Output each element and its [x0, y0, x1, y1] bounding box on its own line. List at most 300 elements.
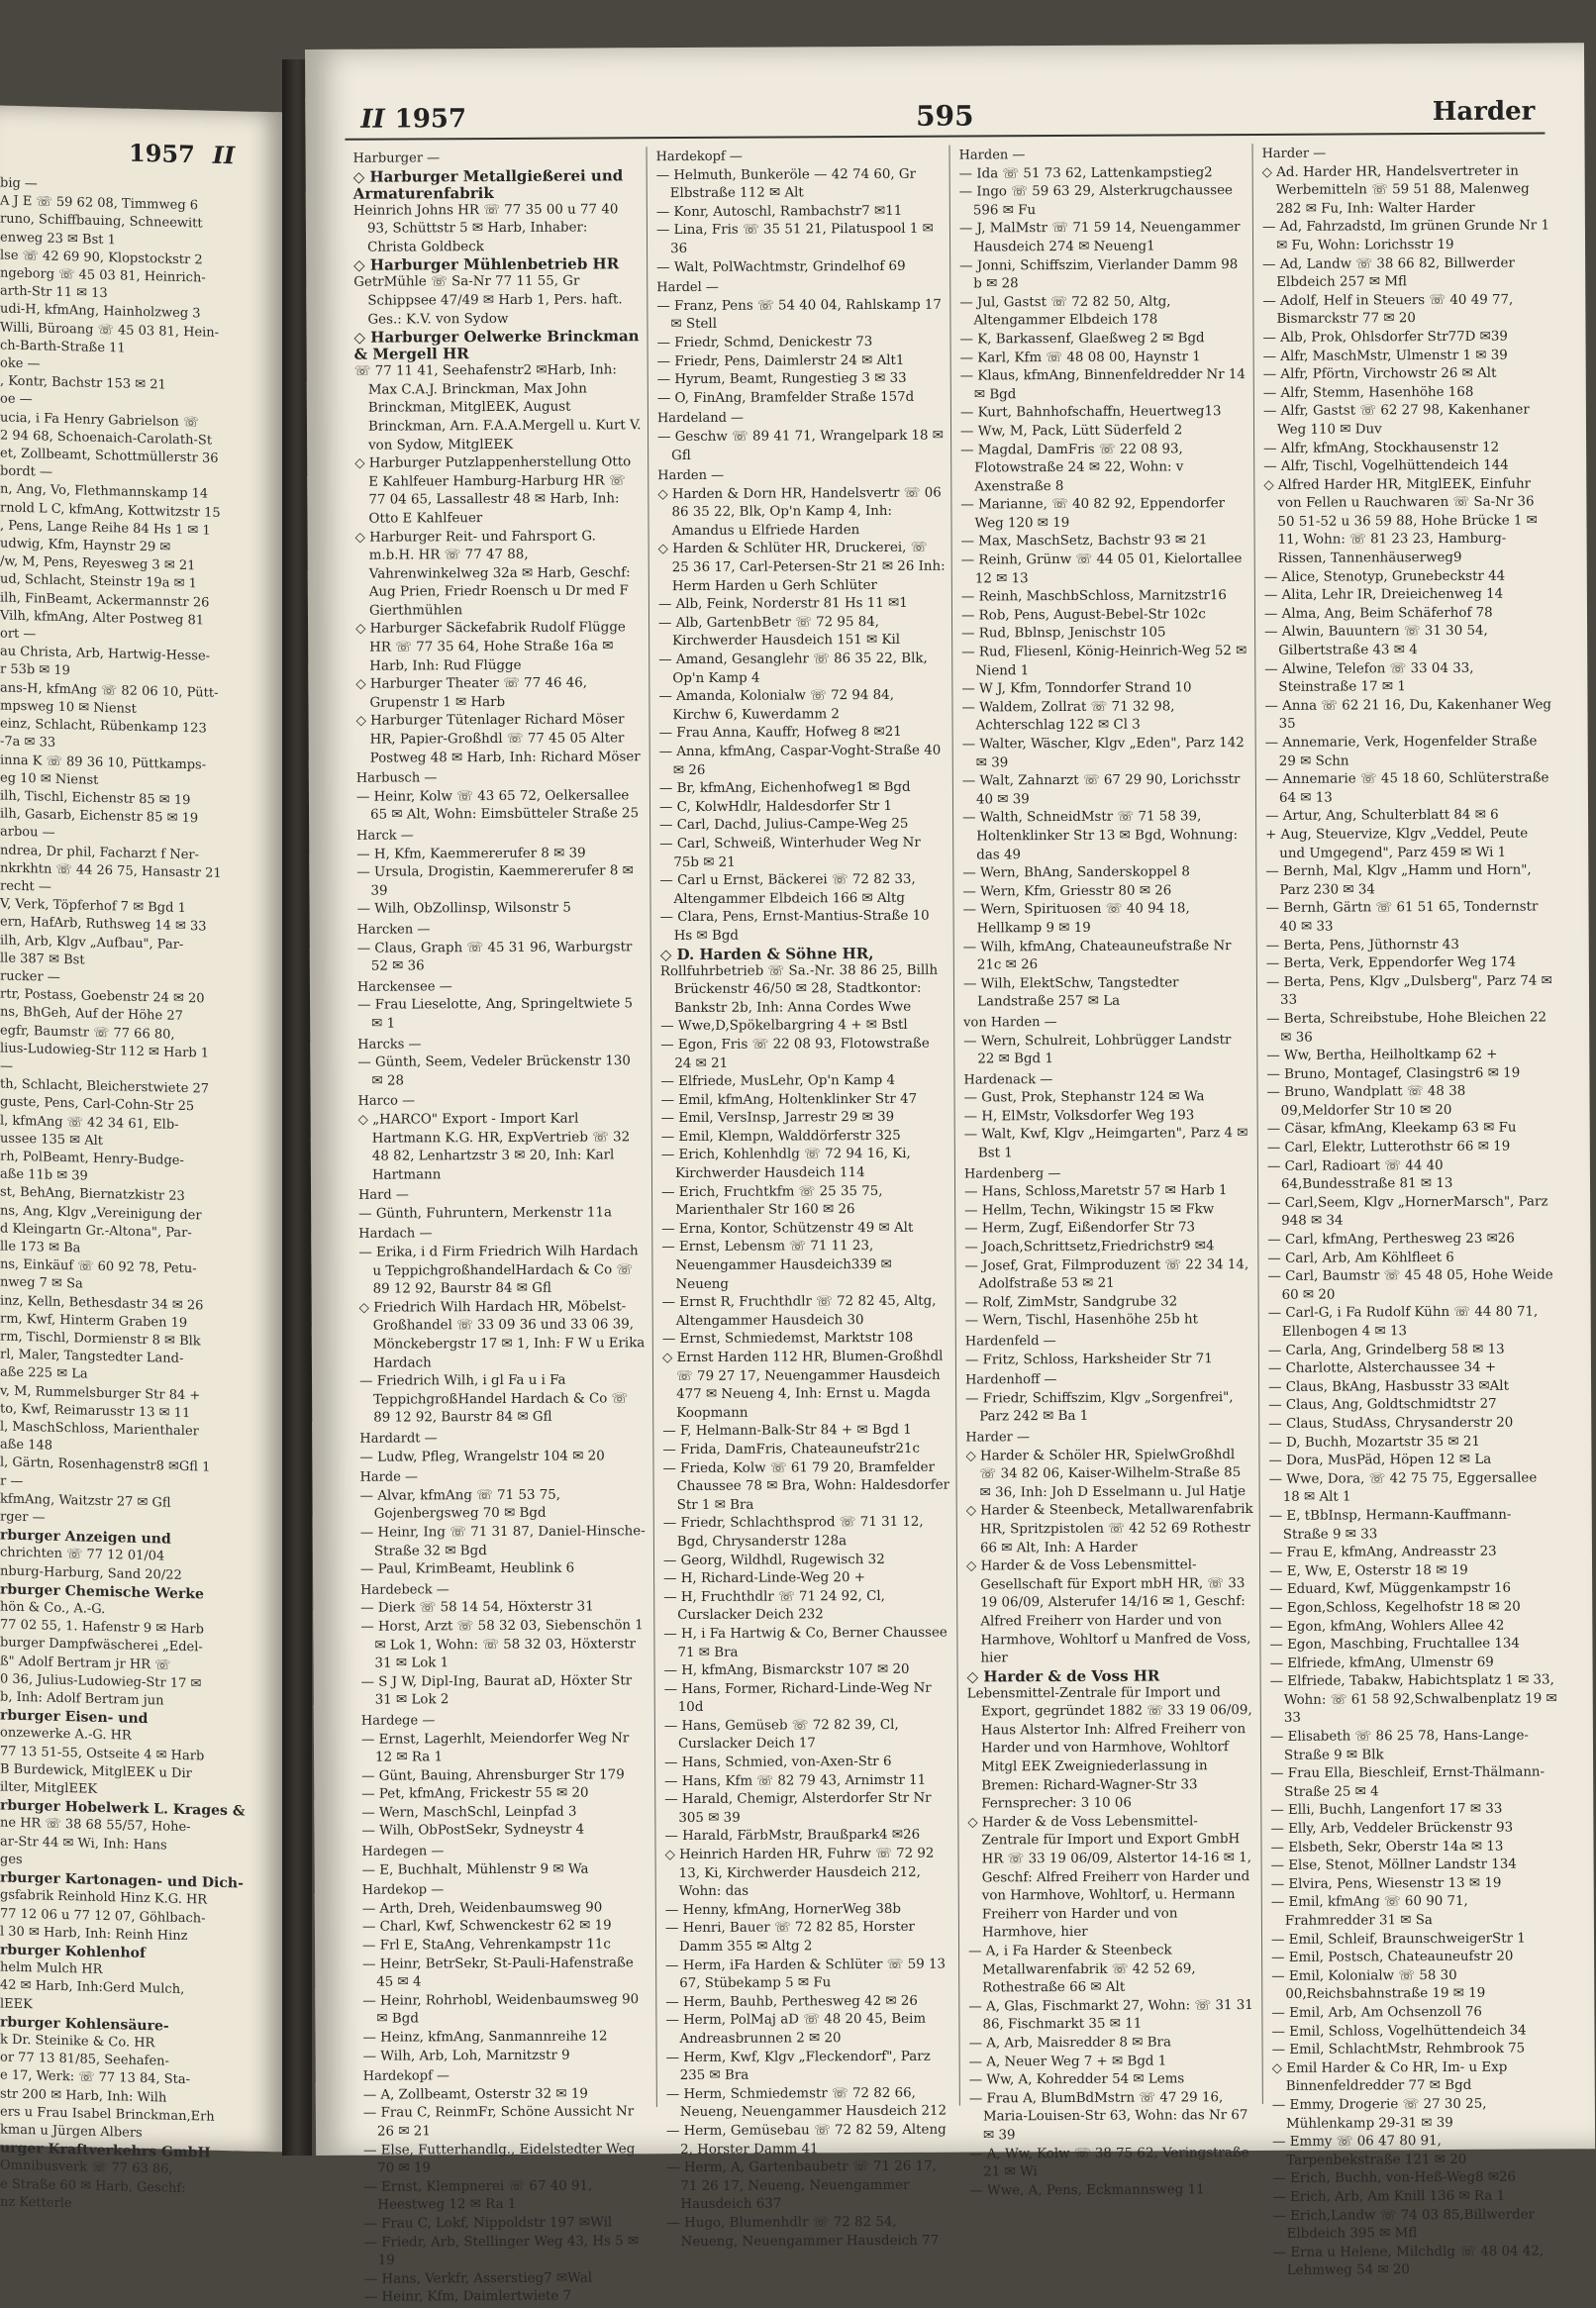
left-entry-fragment: lle 387 ✉ Bst — [0, 951, 85, 968]
directory-entry: — Amanda, Kolonialw ☏ 72 94 84, Kirchw 6, Kuwerdamm 2 — [658, 688, 894, 723]
directory-entry: — Wern, Spirituosen ☏ 40 94 18, Hellkamp 9 ✉ 19 — [962, 901, 1190, 937]
directory-entry: — Bruno, Wandplatt ☏ 48 38 09,Meldorfer Str 10 ✉ 20 — [1266, 1084, 1466, 1119]
directory-entry: — Erich, Arb, Am Knill 136 ✉ Ra 1 — [1272, 2188, 1506, 2205]
directory-entry: — Herm, Gemüsebau ☏ 72 82 59, Alteng 2, Horster Damm 41 — [665, 2122, 947, 2157]
left-entry-fragment: b, Inh: Adolf Bertram jun — [0, 1689, 164, 1709]
directory-entry: — Ernst R, Fruchthdlr ☏ 72 82 45, Altg, Altengammer Hausdeich 30 — [661, 1293, 937, 1329]
left-entry-fragment: V, Verk, Töpferhof 7 ✉ Bgd 1 — [0, 896, 186, 917]
directory-entry: — Frau Anna, Kauffr, Hofweg 8 ✉21 — [658, 725, 902, 742]
directory-entry: — Pet, kfmAng, Frickestr 55 ✉ 20 — [361, 1785, 589, 1803]
left-entry-fragment: rburger Anzeigen und — [0, 1527, 171, 1548]
left-entry-fragment: r 53b ✉ 19 — [0, 661, 70, 679]
directory-entry: — Harald, Chemigr, Alsterdorfer Str Nr 305 ✉ 39 — [664, 1790, 932, 1826]
directory-entry: — Walt, Kwf, Klgv „Heimgarten", Parz 4 ✉ Bst 1 — [963, 1126, 1248, 1161]
directory-entry: — Walth, SchneidMstr ☏ 71 58 39, Holtenklinker Str 13 ✉ Bgd, Wohnung: das 49 — [962, 809, 1239, 863]
directory-entry: — Carl,Seem, Klgv „HornerMarsch", Parz 948 ✉ 34 — [1267, 1194, 1548, 1230]
directory-entry: — Alita, Lehr IR, Dreieichenweg 14 — [1263, 586, 1504, 604]
left-entry-fragment: rtr, Postass, Goebenstr 24 ✉ 20 — [0, 986, 205, 1007]
surname-heading: Hardeland — — [656, 410, 745, 427]
left-entry-fragment: recht — — [0, 878, 51, 895]
directory-entry: ◇ Harder & de Voss Lebensmittel-Zentrale für Import und Export GmbH HR ☏ 33 19 06/09, Alstertor 14-16 ✉ 1, Geschf: Alfred Freiherr von Harder und von Harmhove, Wohltorf, u. Hermann Freiherr von Harder und von Harmhove, hier — [967, 1814, 1252, 1941]
directory-entry: — Wilh, ObZollinsp, Wilsonstr 5 — [356, 900, 571, 918]
directory-entry: — Erich, Kohlenhdlg ☏ 72 94 16, Ki, Kirchwerder Hausdeich 114 — [660, 1147, 911, 1182]
directory-entry: — Elisabeth ☏ 86 25 78, Hans-Lange-Straße 9 ✉ Blk — [1269, 1728, 1529, 1763]
left-entry-fragment: rburger Eisen- und — [0, 1707, 149, 1728]
directory-entry: — Hans, Former, Richard-Linde-Weg Nr 10d — [663, 1680, 932, 1716]
left-entry-fragment: ngeborg ☏ 45 03 81, Heinrich- — [0, 265, 206, 286]
directory-entry: — Alma, Ang, Beim Schäferhof 78 — [1263, 605, 1493, 622]
left-entry-fragment: oe — — [0, 391, 33, 408]
directory-entry: — Joach,Schrittsetz,Friedrichstr9 ✉4 — [964, 1239, 1215, 1255]
directory-entry: — Elfriede, kfmAng, Ulmenstr 69 — [1269, 1655, 1494, 1671]
directory-entry: — Alwin, Bauuntern ☏ 31 30 54, Gilbertstraße 43 ✉ 4 — [1264, 624, 1488, 658]
directory-entry: — Erich, Buchh, von-Heß-Weg8 ✉26 — [1272, 2169, 1517, 2187]
directory-entry: — Wilh, Arb, Loh, Marnitzstr 9 — [362, 2048, 570, 2064]
directory-entry: ◇ Alfred Harder HR, MitglEEK, Einfuhr von Fellen u Rauchwaren ☏ Sa-Nr 36 50 51-52 u 36 59 88, Hohe Brücke 1 ✉ 11, Wohn: ☏ 81 23 23, Hamburg-Rissen, Tannenhäuserweg9 — [1263, 476, 1538, 566]
left-entry-fragment: ussee 135 ✉ Alt — [0, 1131, 103, 1149]
directory-entry: — Josef, Grat, Filmproduzent ☏ 22 34 14, Adolfstraße 53 ✉ 21 — [964, 1256, 1249, 1292]
directory-entry: ◇ „HARCO" Export - Import Karl Hartmann K.G. HR, ExpVertrieb ☏ 32 48 82, Lenhartzstr 3 ✉ 20, Inh: Karl Hartmann — [357, 1111, 631, 1183]
directory-entry: — Hans, Schmied, von-Axen-Str 6 — [664, 1754, 892, 1771]
column-2 — [655, 146, 953, 2250]
left-entry-fragment: to, Kwf, Reimarusstr 13 ✉ 11 — [0, 1401, 191, 1421]
directory-entry: — H, Fruchthdlr ☏ 71 24 92, Cl, Curslacker Deich 232 — [663, 1588, 885, 1624]
column-4 — [1261, 142, 1559, 2279]
left-entry-fragment: rl, Maler, Tangstedter Land- — [0, 1347, 184, 1367]
directory-entry: — Alwine, Telefon ☏ 33 04 33, Steinstraße 17 ✉ 1 — [1264, 660, 1474, 696]
directory-entry: — Annemarie, Verk, Hogenfelder Straße 29 ✉ Schn — [1264, 734, 1538, 769]
directory-entry: Lebensmittel-Zentrale für Import und Export, gegründet 1882 ☏ 33 19 06/09, Haus Alstertor Inh: Alfred Freiherr von Harder und von Harmhove, Wohltorf Mitgl EEK Zweigniederlassung in Bremen: Richard-Wagner-Str 33 Fernsprecher: 3 10 06 — [966, 1684, 1252, 1812]
directory-entry: — Magdal, DamFris ☏ 22 08 93, Flotowstraße 24 ✉ 22, Wohn: v Axenstraße 8 — [960, 441, 1184, 495]
left-entry-fragment: rger — — [0, 1509, 46, 1526]
left-entry-fragment: ns, Einkäuf ☏ 60 92 78, Petu- — [0, 1256, 197, 1277]
directory-entry: — Herm, Schmiedemstr ☏ 72 82 66, Neueng, Neuengammer Hausdeich 212 — [665, 2085, 948, 2121]
left-entry-fragment: ud, Schlacht, Steinstr 19a ✉ 1 — [0, 571, 197, 592]
directory-entry: — W J, Kfm, Tonndorfer Strand 10 — [961, 680, 1192, 697]
directory-entry: — Heinr, BetrSekr, St-Pauli-Hafenstraße 45 ✉ 4 — [362, 1955, 634, 1990]
left-entry-fragment: /w, M, Pens, Reyesweg 3 ✉ 21 — [0, 553, 196, 574]
left-entry-fragment: aße 148 — [0, 1437, 53, 1454]
directory-entry: — Gust, Prok, Stephanstr 124 ✉ Wa — [963, 1089, 1205, 1106]
right-page — [305, 43, 1595, 2306]
directory-entry: — Emil, Schloss, Vogelhüttendeich 34 — [1271, 2023, 1527, 2040]
directory-entry: — Ad, Fahrzadstd, Im grünen Grunde Nr 1 ✉ Fu, Wohn: Lorichsstr 19 — [1261, 218, 1550, 253]
left-page-entries — [0, 174, 262, 2217]
surname-heading: Hardege — — [360, 1713, 436, 1729]
left-entry-fragment: st, BehAng, Biernatzkistr 23 — [0, 1184, 185, 1205]
left-entry-fragment: -7a ✉ 33 — [0, 734, 56, 752]
directory-entry: — Frau Ella, Bieschleif, Ernst-Thälmann-Straße 25 ✉ 4 — [1270, 1764, 1546, 1800]
directory-entry: — Elli, Buchh, Langenfort 17 ✉ 33 — [1270, 1802, 1503, 1819]
directory-entry: — A, Glas, Fischmarkt 27, Wohn: ☏ 31 31 86, Fischmarkt 35 ✉ 11 — [968, 1997, 1253, 2033]
surname-heading: Harckensee — — [356, 978, 452, 995]
directory-entry: — Emil, Kolonialw ☏ 58 30 00,Reichsbahnstraße 19 ✉ 19 — [1271, 1967, 1486, 2003]
directory-entry: — Max, MaschSetz, Bachstr 93 ✉ 21 — [960, 533, 1208, 551]
surname-heading: Hardenberg — — [963, 1165, 1061, 1182]
surname-heading: Hardel — — [656, 279, 719, 296]
directory-entry: — Else, Futterhandlg., Eidelstedter Weg 70 ✉ 19 — [363, 2141, 636, 2176]
directory-entry: — Emil, kfmAng, Holtenklinker Str 47 — [660, 1091, 918, 1108]
directory-entry: — Erich, Fruchtkfm ☏ 25 35 75, Marienthaler Str 160 ✉ 26 — [661, 1183, 883, 1219]
directory-entry: — Günth, Seem, Vedeler Brückenstr 130 ✉ 28 — [357, 1054, 631, 1089]
directory-entry: — Hyrum, Beamt, Rungestieg 3 ✉ 33 — [656, 370, 907, 388]
directory-entry: — Konr, Autoschl, Rambachstr7 ✉11 — [655, 203, 903, 220]
left-entry-fragment: e Straße 60 ✉ Harb, Geschf: — [0, 2176, 186, 2196]
directory-entry: — Karl, Kfm ☏ 48 08 00, Haynstr 1 — [959, 349, 1201, 366]
directory-entry: — Egon, Maschbing, Fruchtallee 134 — [1269, 1636, 1520, 1654]
left-entry-fragment: rburger Hobelwerk L. Krages & — [0, 1797, 246, 1820]
directory-entry: ◇ Ad. Harder HR, Handelsvertreter in Werbemitteln ☏ 59 51 88, Malenweg 282 ✉ Fu, Inh: Walter Harder — [1261, 163, 1530, 217]
left-entry-fragment: burger Dampfwäscherei „Edel- — [0, 1635, 203, 1656]
left-entry-fragment: kfmAng, Waitzstr 27 ✉ Gfl — [0, 1491, 171, 1511]
header-roman: II — [360, 104, 385, 135]
directory-entry: — Friedr, Schiffszim, Klgv „Sorgenfrei", Parz 242 ✉ Ba 1 — [965, 1389, 1234, 1425]
left-entry-fragment: k Dr. Steinike & Co. HR — [0, 2032, 155, 2052]
left-entry-fragment: r — — [0, 1473, 24, 1489]
directory-entry: — Emil, Postsch, Chateauneufstr 20 — [1271, 1949, 1514, 1966]
left-entry-fragment: big — — [0, 175, 38, 192]
directory-entry: — Ursula, Drogistin, Kaemmererufer 8 ✉ 39 — [356, 863, 634, 899]
directory-entry: — Heinr, Rohrhobl, Weidenbaumsweg 90 ✉ Bgd — [362, 1992, 640, 2028]
left-entry-fragment: aße 11b ✉ 39 — [0, 1166, 88, 1184]
left-entry-fragment: l, Gärtn, Rosenhagenstr8 ✉Gfl 1 — [0, 1455, 211, 1476]
directory-entry: — Elly, Arb, Veddeler Brückenstr 93 — [1270, 1820, 1514, 1837]
directory-entry: — Walt, PolWachtmstr, Grindelhof 69 — [656, 258, 906, 275]
page-number: 595 — [916, 99, 974, 133]
directory-entry: — Herm, Zugf, Eißendorfer Str 73 — [964, 1220, 1196, 1237]
left-entry-fragment: ans-H, kfmAng ☏ 82 06 10, Pütt- — [0, 680, 219, 701]
left-entry-fragment: l, MaschSchloss, Marienthaler — [0, 1419, 199, 1440]
left-entry-fragment: ilh, FinBeamt, Ackermannstr 26 — [0, 590, 210, 611]
left-page — [0, 105, 287, 2211]
left-entry-fragment: guste, Pens, Carl-Cohn-Str 25 — [0, 1094, 195, 1115]
surname-heading: Harcken — — [356, 922, 431, 938]
directory-entry: — Friedr, Arb, Stellinger Weg 43, Hs 5 ✉ 19 — [363, 2233, 640, 2268]
left-entry-fragment: chrichten ☏ 77 12 01/04 — [0, 1545, 165, 1564]
directory-entry: — Helmuth, Bunkeröle — 42 74 60, Gr Elbstraße 112 ✉ Alt — [655, 166, 917, 202]
directory-entry: — Friedrich Wilh, i gl Fa u i Fa TeppichgroßHandel Hardach & Co ☏ 89 12 92, Baurstr 84 ✉ Gfl — [359, 1372, 629, 1427]
directory-entry: — Georg, Wildhdl, Rugewisch 32 — [662, 1552, 885, 1568]
directory-entry: Heinrich Johns HR ☏ 77 35 00 u 77 40 93, Schüttstr 5 ✉ Harb, Inhaber: Christa Goldbeck — [352, 201, 619, 255]
directory-entry: — Anna, kfmAng, Caspar-Voght-Straße 40 ✉ 26 — [658, 743, 942, 778]
directory-entry: — Wern, MaschSchl, Leinpfad 3 — [361, 1804, 577, 1821]
directory-entry: — Friedr, Schlachthsprod ☏ 71 31 12, Bgd, Chrysanderstr 128a — [662, 1515, 924, 1550]
directory-entry: — Ernst, Lagerhlt, Meiendorfer Weg Nr 12 ✉ Ra 1 — [360, 1730, 630, 1765]
directory-entry: — Franz, Pens ☏ 54 40 04, Rahlskamp 17 ✉ Stell — [656, 297, 942, 333]
directory-entry: — Herm, Kwf, Klgv „Fleckendorf", Parz 235 ✉ Bra — [665, 2049, 931, 2084]
directory-columns — [352, 142, 1563, 2306]
directory-entry: — Amand, Gesanglehr ☏ 86 35 22, Blk, Op'n Kamp 4 — [658, 651, 928, 686]
left-entry-fragment: A J E ☏ 59 62 08, Timmweg 6 — [0, 193, 199, 214]
directory-entry: ◇ Ernst Harden 112 HR, Blumen-Großhdl ☏ 79 27 17, Neuengammer Hausdeich 477 ✉ Neueng 4, Inh: Ernst u. Magda Koopmann — [661, 1349, 944, 1421]
left-page-year: 1957 — [129, 138, 195, 169]
directory-entry: — Emil, Klempn, Walddörferstr 325 — [660, 1128, 901, 1146]
directory-entry: — Berta, Pens, Klgv „Dulsberg", Parz 74 ✉ 33 — [1265, 973, 1552, 1009]
directory-entry: — Emil, Schleif, BraunschweigerStr 1 — [1270, 1931, 1526, 1948]
directory-entry: — K, Barkassenf, Glaeßweg 2 ✉ Bgd — [959, 331, 1205, 348]
left-entry-fragment: mpsweg 10 ✉ Nienst — [0, 698, 137, 717]
surname-heading: von Harden — — [963, 1014, 1057, 1031]
left-entry-fragment: ges — [0, 1852, 23, 1867]
directory-entry: — Frieda, Kolw ☏ 61 79 20, Bramfelder Chaussee 78 ✉ Bra, Wohn: Haldesdorfer Str 1 ✉ Bra — [662, 1459, 950, 1513]
directory-entry: — Emmy, Drogerie ☏ 27 30 25, Mühlenkamp 29-31 ✉ 39 — [1271, 2096, 1487, 2132]
directory-entry: — Ernst, Lebensm ☏ 71 11 23, Neuengammer Hausdeich339 ✉ Neueng — [661, 1239, 892, 1292]
running-head: Harder — [1432, 96, 1536, 128]
directory-entry: — Walter, Wäscher, Klgv „Eden", Parz 142 ✉ 39 — [961, 736, 1245, 771]
left-entry-fragment: e 17, Werk: ☏ 77 13 84, Sta- — [0, 2067, 191, 2088]
directory-entry: — H, Kfm, Kaemmererufer 8 ✉ 39 — [356, 846, 586, 862]
directory-entry: — Alice, Stenotyp, Grunebeckstr 44 — [1263, 568, 1506, 585]
directory-entry: — A, i Fa Harder & Steenbeck Metallwarenfabrik ☏ 42 52 69, Rothestraße 66 ✉ Alt — [968, 1943, 1196, 1996]
left-entry-fragment: nkrkhtn ☏ 44 26 75, Hansastr 21 — [0, 860, 222, 881]
directory-entry: — Frau A, BlumBdMstrn ☏ 47 29 16, Maria-Louisen-Str 63, Wohn: das Nr 67 ✉ 39 — [968, 2089, 1248, 2144]
left-entry-fragment: n, Ang, Vo, Flethmannskamp 14 — [0, 481, 209, 503]
left-entry-fragment: rburger Kohlensäure- — [0, 2014, 169, 2035]
directory-entry: — H, ElMstr, Volksdorfer Weg 193 — [963, 1108, 1195, 1125]
left-entry-fragment: hön & Co., A.-G. — [0, 1599, 106, 1618]
directory-entry: ◇ Friedrich Wilh Hardach HR, Möbelst-Großhandel ☏ 33 09 36 und 33 06 39, Mönckebergstr 17 ✉ 1, Inh: F W u Erika Hardach — [358, 1299, 646, 1371]
left-entry-fragment: kman u Jürgen Albers — [0, 2122, 143, 2141]
directory-entry: — Herm, Bauhb, Perthesweg 42 ✉ 26 — [665, 1993, 918, 2010]
directory-entry: — Frau C, ReinmFr, Schöne Aussicht Nr 26 ✉ 21 — [362, 2104, 635, 2140]
left-entry-fragment: v, M, Rummelsburger Str 84 + — [0, 1383, 201, 1404]
directory-entry: — Arth, Dreh, Weidenbaumsweg 90 — [361, 1900, 603, 1917]
left-entry-fragment: einz, Schlacht, Rübenkamp 123 — [0, 716, 207, 737]
left-entry-fragment: ort — — [0, 626, 37, 643]
directory-entry: — Wern, Kfm, Griesstr 80 ✉ 26 — [962, 883, 1172, 900]
directory-entry: — C, KolwHdlr, Haldesdorfer Str 1 — [658, 798, 893, 815]
directory-entry: — Carla, Ang, Grindelberg 58 ✉ 13 — [1267, 1342, 1505, 1358]
directory-entry: GetrMühle ☏ Sa-Nr 77 11 55, Gr Schippsee 47/49 ✉ Harb 1, Pers. haft. Ges.: K.V. von Sydow — [353, 273, 623, 328]
left-entry-fragment: ndrea, Dr phil, Facharzt f Ner- — [0, 842, 199, 862]
directory-entry: — Alfr, kfmAng, Stockhausenstr 12 — [1263, 440, 1500, 456]
left-entry-fragment: , Pens, Lange Reihe 84 Hs 1 ✉ 1 — [0, 518, 211, 539]
firm-name: ◇ Harburger Oelwerke Brinckman & Mergell HR — [353, 327, 640, 363]
directory-entry: — Cäsar, kfmAng, Kleekamp 63 ✉ Fu — [1266, 1121, 1517, 1138]
directory-entry: — Ida ☏ 51 73 62, Lattenkampstieg2 — [958, 164, 1213, 182]
firm-name: ◇ Harburger Metallgießerei und Armaturenfabrik — [352, 165, 624, 203]
directory-entry: ☏ 77 11 41, Seehafenstr2 ✉Harb, Inh: Max C.A.J. Brinckman, Max John Brinckman, MitglEEK, August Brinckman, Arn. F.A.A.Mergell u. Kurt V. von Sydow, MitglEEK — [353, 362, 642, 453]
directory-entry: — Herm, A, Gartenbaubetr ☏ 71 26 17, 71 26 17, Neueng, Neuengammer Hausdeich 637 — [666, 2158, 937, 2213]
left-entry-fragment: lle 173 ✉ Ba — [0, 1239, 81, 1256]
left-entry-fragment: ß" Adolf Bertram jr HR ☏ — [0, 1654, 171, 1673]
directory-entry: — Br, kfmAng, Eichenhofweg1 ✉ Bgd — [658, 779, 911, 797]
directory-entry: — Erna u Helene, Milchdlg ☏ 48 04 42, Lehmweg 54 ✉ 20 — [1272, 2244, 1545, 2279]
directory-entry: — S J W, Dipl-Ing, Baurat aD, Höxter Str 31 ✉ Lok 2 — [360, 1673, 633, 1708]
directory-entry: — F, Helmann-Balk-Str 84 + ✉ Bgd 1 — [662, 1423, 912, 1440]
directory-entry: — Alb, Prok, Ohlsdorfer Str77D ✉39 — [1262, 329, 1508, 346]
directory-entry: — Erika, i d Firm Friedrich Wilh Hardach u TeppichgroßhandelHardach & Co ☏ 89 12 92, Baurstr 84 ✉ Gfl — [358, 1244, 639, 1297]
directory-entry: — Heinr, Kfm, Daimlertwiete 7 — [363, 2288, 572, 2306]
directory-entry: — Frl E, StaAng, Vehrenkampstr 11c — [361, 1937, 611, 1954]
directory-entry: Rollfuhrbetrieb ☏ Sa.-Nr. 38 86 25, Billh Brückenstr 46/50 ✉ 28, Stadtkontor: Bankstr 2b, Inh: Anna Cordes Wwe — [659, 962, 939, 1016]
directory-entry: — Rud, Bblnsp, Jenischstr 105 — [961, 625, 1166, 642]
left-entry-fragment: str 200 ✉ Harb, Inh: Wilh — [0, 2085, 167, 2106]
directory-entry: — Artur, Ang, Schulterblatt 84 ✉ 6 — [1265, 808, 1499, 825]
directory-entry: — Berta, Schreibstube, Hohe Bleichen 22 ✉ 36 — [1266, 1010, 1547, 1046]
surname-heading: Hardekopf — — [362, 2068, 450, 2084]
directory-entry: — A, Arb, Maisredder 8 ✉ Bra — [968, 2035, 1171, 2052]
left-entry-fragment: ne HR ☏ 38 68 55/57, Hohe- — [0, 1815, 191, 1836]
directory-entry: — Charl, Kwf, Schwenckestr 62 ✉ 19 — [361, 1918, 612, 1936]
surname-heading: Harde — — [359, 1469, 419, 1485]
directory-entry: — Anna ☏ 62 21 16, Du, Kakenhaner Weg 35 — [1264, 697, 1551, 733]
left-entry-fragment: rm, Tischl, Dormienstr 8 ✉ Blk — [0, 1329, 201, 1350]
directory-entry: — Alfr, MaschMstr, Ulmenstr 1 ✉ 39 — [1262, 348, 1508, 364]
directory-entry: — Hellm, Techn, Wikingstr 15 ✉ Fkw — [964, 1202, 1215, 1219]
left-entry-fragment: 77 12 06 u 77 12 07, Göhlbach- — [0, 1905, 206, 1927]
directory-entry: — Adolf, Helf in Steuers ☏ 40 49 77, Bismarckstr 77 ✉ 20 — [1262, 292, 1514, 328]
left-entry-fragment: eg 10 ✉ Nienst — [0, 770, 99, 788]
left-entry-fragment: ers u Frau Isabel Brinckman,Erh — [0, 2104, 215, 2125]
directory-entry: ◇ Harburger Säckefabrik Rudolf Flügge HR ☏ 77 35 64, Hohe Straße 16a ✉ Harb, Inh: Rud Flügge — [355, 620, 626, 674]
directory-entry: — Henri, Bauer ☏ 72 82 85, Horster Damm 355 ✉ Altg 2 — [664, 1920, 915, 1956]
directory-entry: — Frau E, kfmAng, Andreasstr 23 — [1268, 1544, 1497, 1561]
surname-heading: Hardebeck — — [360, 1582, 449, 1598]
directory-entry: — E, Buchhalt, Mühlenstr 9 ✉ Wa — [361, 1861, 589, 1878]
directory-entry: — Wwe, Dora, ☏ 42 75 75, Eggersallee 18 ✉ Alt 1 — [1268, 1470, 1538, 1506]
left-entry-fragment: B Burdewick, MitglEEK u Dir — [0, 1761, 192, 1782]
surname-heading: Hardardt — — [359, 1431, 438, 1447]
left-entry-fragment: bordt — — [0, 463, 53, 481]
directory-entry: — Wilh, ElektSchw, Tangstedter Landstraße 257 ✉ La — [962, 975, 1179, 1010]
directory-entry: — Egon, kfmAng, Wohlers Allee 42 — [1269, 1618, 1505, 1635]
left-entry-fragment: rnold L C, kfmAng, Kottwitzstr 15 — [0, 500, 221, 521]
left-entry-fragment: arbou — — [0, 824, 55, 842]
surname-heading: Hardenack — — [963, 1071, 1053, 1088]
directory-entry: — Carl u Ernst, Bäckerei ☏ 72 82 33, Altengammer Elbdeich 166 ✉ Altg — [659, 871, 916, 907]
left-entry-fragment: th, Schlacht, Bleicherstwiete 27 — [0, 1076, 210, 1097]
directory-entry: — Alfr, Pförtn, Virchowstr 26 ✉ Alt — [1262, 365, 1497, 383]
directory-entry: ◇ Harburger Theater ☏ 77 46 46, Grupenstr 1 ✉ Harb — [355, 675, 588, 711]
directory-entry: — Ludw, Pfleg, Wrangelstr 104 ✉ 20 — [359, 1449, 605, 1465]
directory-entry: — O, FinAng, Bramfelder Straße 157d — [656, 389, 915, 406]
surname-heading: Harco — — [357, 1093, 416, 1110]
directory-entry: — Bernh, Mal, Klgv „Hamm und Horn", Parz 230 ✉ 34 — [1265, 862, 1532, 898]
left-entry-fragment: Willi, Büroang ☏ 45 03 81, Hein- — [0, 320, 220, 341]
directory-entry: — Emil, kfmAng ☏ 60 90 71, Frahmredder 31 ✉ Sa — [1270, 1894, 1468, 1929]
directory-entry: — Günt, Bauing, Ahrensburger Str 179 — [361, 1767, 625, 1784]
directory-entry: — Fritz, Schloss, Harksheider Str 71 — [964, 1351, 1213, 1368]
firm-name: ◇ Harder & de Voss HR — [966, 1666, 1160, 1686]
directory-entry: — Heinz, kfmAng, Sanmannreihe 12 — [362, 2029, 608, 2046]
left-entry-fragment: lEEK — [0, 1995, 33, 2012]
directory-entry: — Elsbeth, Sekr, Oberstr 14a ✉ 13 — [1270, 1839, 1504, 1856]
left-entry-fragment: 0 36, Julius-Ludowieg-Str 17 ✉ — [0, 1671, 202, 1692]
directory-entry: — Carl, Schweiß, Winterhuder Weg Nr 75b ✉ 21 — [659, 835, 921, 870]
directory-entry: — Jul, Gastst ☏ 72 82 50, Altg, Altengammer Elbdeich 178 — [959, 294, 1171, 329]
directory-entry: — Ww, A, Kohredder 54 ✉ Lems — [968, 2071, 1185, 2088]
left-entry-fragment: rburger Kohlenhof — [0, 1942, 146, 1961]
directory-entry: — Eduard, Kwf, Müggenkampstr 16 — [1269, 1580, 1512, 1598]
left-entry-fragment: nburg-Harburg, Sand 20/22 — [0, 1563, 182, 1583]
directory-entry: — Herm, iFa Harden & Schlüter ☏ 59 13 67, Stübekamp 5 ✉ Fu — [665, 1957, 947, 1992]
left-entry-fragment: nweg 7 ✉ Sa — [0, 1274, 83, 1292]
left-entry-fragment: au Christa, Arb, Hartwig-Hesse- — [0, 644, 211, 664]
directory-entry: — Emil, VersInsp, Jarrestr 29 ✉ 39 — [660, 1110, 895, 1127]
surname-heading: Hardekop — — [361, 1882, 445, 1898]
left-entry-fragment: inna K ☏ 89 36 10, Püttkamps- — [0, 752, 207, 773]
directory-entry: ◇ Harden & Schlüter HR, Druckerei, ☏ 25 36 17, Carl-Petersen-Str 21 ✉ 26 Inh: Herm Harden u Gerh Schlüter — [657, 541, 946, 594]
directory-entry: — Carl, kfmAng, Perthesweg 23 ✉26 — [1267, 1231, 1515, 1248]
left-entry-fragment: , Kontr, Bachstr 153 ✉ 21 — [0, 373, 166, 393]
directory-entry: — Hans, Verkfr, Asserstieg7 ✉Wal — [363, 2270, 593, 2287]
directory-entry: — Hans, Kfm ☏ 82 79 43, Arnimstr 11 — [664, 1772, 927, 1789]
directory-entry: ◇ Harder & de Voss Lebensmittel-Gesellschaft für Export mbH HR, ☏ 33 19 06/09, Alsterufer 14/16 ✉ 1, Geschf: Alfred Freiherr von Harder und von Harmhove, Wohltorf u Manfred de Voss, hier — [965, 1557, 1251, 1666]
directory-entry: — A, Neuer Weg 7 + ✉ Bgd 1 — [968, 2054, 1167, 2070]
column-1 — [352, 147, 650, 2306]
left-entry-fragment: udi-H, kfmAng, Hainholzweg 3 — [0, 301, 201, 322]
directory-entry: — Alb, GartenbBetr ☏ 72 95 84, Kirchwerder Hausdeich 151 ✉ Kil — [657, 614, 901, 650]
surname-heading: Hardenhoff — — [965, 1372, 1057, 1388]
surname-heading: Harbusch — — [355, 770, 438, 786]
directory-entry: ◇ Harder & Schöler HR, SpielwGroßhdl ☏ 34 82 06, Kaiser-Wilhelm-Straße 85 ✉ 36, Inh: Joh D Esselmann u. Jul Hatje — [965, 1447, 1247, 1501]
directory-entry: — Claus, Ang, Goldtschmidtstr 27 — [1268, 1397, 1497, 1414]
directory-entry: — Dierk ☏ 58 14 54, Höxterstr 31 — [360, 1599, 594, 1617]
directory-entry: — Annemarie ☏ 45 18 60, Schlüterstraße 64 ✉ 13 — [1264, 770, 1549, 806]
left-entry-fragment: 2 94 68, Schoenaich-Carolath-St — [0, 428, 213, 449]
directory-entry: — Harald, FärbMstr, Braußpark4 ✉26 — [664, 1828, 921, 1845]
directory-entry: — Ernst, Klempnerei ☏ 67 40 91, Heestweg 12 ✉ Ra 1 — [363, 2178, 593, 2213]
directory-entry: — A, Zollbeamt, Osterstr 32 ✉ 19 — [362, 2086, 588, 2103]
left-entry-fragment: enweg 23 ✉ Bst 1 — [0, 230, 116, 248]
directory-entry: — Marianne, ☏ 40 82 92, Eppendorfer Weg 120 ✉ 19 — [960, 496, 1226, 532]
directory-entry: — Wwe, A, Pens, Eckmannsweg 11 — [969, 2181, 1205, 2199]
directory-entry: ◇ Harder & Steenbeck, Metallwarenfabrik HR, Spritzpistolen ☏ 42 52 69 Rothestr 66 ✉ Alt, Inh: A Harder — [965, 1502, 1253, 1555]
left-entry-fragment: ilh, Gasarb, Eichenstr 85 ✉ 19 — [0, 806, 199, 827]
left-entry-fragment: gsfabrik Reinhold Hinz K.G. HR — [0, 1887, 208, 1908]
left-entry-fragment: — — [0, 1058, 13, 1074]
directory-entry: — Reinh, MaschbSchloss, Marnitzstr16 — [960, 588, 1227, 605]
surname-heading: Harder — — [965, 1430, 1031, 1446]
directory-entry: ◇ Harden & Dorn HR, Handelsvertr ☏ 06 86 35 22, Blk, Op'n Kamp 4, Inh: Amandus u Elfriede Harden — [657, 485, 942, 539]
directory-entry: — Emil, SchlachtMstr, Rehmbrook 75 — [1271, 2041, 1526, 2058]
directory-entry: — Hugo, Blumenhdlr ☏ 72 82 54, Neueng, Neuengammer Hausdeich 77 — [666, 2214, 940, 2250]
directory-entry: — E, Ww, E, Osterstr 18 ✉ 19 — [1269, 1562, 1468, 1579]
directory-entry: — Rolf, ZimMstr, Sandgrube 32 — [964, 1294, 1178, 1311]
directory-entry: — Wern, Schulreit, Lohbrügger Landstr 22 ✉ Bgd 1 — [963, 1032, 1232, 1067]
directory-entry: — Emil, Arb, Am Ochsenzoll 76 — [1271, 2004, 1482, 2021]
left-entry-fragment: egfr, Baumstr ☏ 77 66 80, — [0, 1023, 175, 1043]
directory-entry: — Egon, Fris ☏ 22 08 93, Flotowstraße 24 ✉ 21 — [660, 1036, 930, 1071]
directory-entry: + Aug, Steuervize, Klgv „Veddel, Peute und Umgegend", Parz 459 ✉ Wi 1 — [1265, 826, 1529, 861]
directory-entry: — Claus, BkAng, Hasbusstr 33 ✉Alt — [1268, 1378, 1509, 1395]
left-entry-fragment: udwig, Kfm, Haynstr 29 ✉ — [0, 536, 171, 555]
left-entry-fragment: ern, HafArb, Ruthsweg 14 ✉ 33 — [0, 914, 207, 935]
surname-heading: Harcks — — [357, 1036, 422, 1053]
left-entry-fragment: d Kleingartn Gr.-Altona", Par- — [0, 1221, 192, 1241]
directory-entry: — Charlotte, Alsterchaussee 34 + — [1267, 1359, 1497, 1377]
directory-entry: — Frida, DamFris, Chateauneufstr21c — [662, 1441, 921, 1458]
directory-entry: — Lina, Fris ☏ 35 51 21, Pilatuspool 1 ✉ 36 — [655, 222, 934, 257]
left-entry-fragment: ilter, MitglEEK — [0, 1779, 98, 1797]
left-entry-fragment: runo, Schiffbauing, Schneewitt — [0, 211, 203, 232]
left-entry-fragment: Vilh, kfmAng, Alter Postweg 81 — [0, 608, 205, 629]
left-entry-fragment: 77 13 51-55, Ostseite 4 ✉ Harb — [0, 1744, 205, 1764]
directory-entry: — D, Buchh, Mozartstr 35 ✉ 21 — [1268, 1434, 1480, 1451]
directory-entry: — Heinr, Ing ☏ 71 31 87, Daniel-Hinsche-Straße 32 ✉ Bgd — [359, 1524, 646, 1559]
directory-entry: — Paul, KrimBeamt, Heublink 6 — [360, 1560, 575, 1577]
directory-entry: — Rud, Fliesenl, König-Heinrich-Weg 52 ✉ Niend 1 — [961, 644, 1247, 679]
directory-entry: — Claus, Graph ☏ 45 31 96, Warburgstr 52 ✉ 36 — [356, 939, 633, 974]
directory-entry: — Friedr, Schmd, Denickestr 73 — [656, 334, 873, 351]
left-entry-fragment: nz Ketterle — [0, 2194, 72, 2211]
left-entry-fragment: rburger Kartonagen- und Dich- — [0, 1869, 244, 1892]
left-entry-fragment: lius-Ludowieg-Str 112 ✉ Harb 1 — [0, 1041, 210, 1061]
left-entry-fragment: or 77 13 81/85, Seehafen- — [0, 2050, 169, 2069]
directory-entry: — Wern, BhAng, Sanderskoppel 8 — [962, 864, 1190, 881]
directory-entry: — Reinh, Grünw ☏ 44 05 01, Kielortallee 12 ✉ 13 — [960, 552, 1243, 587]
